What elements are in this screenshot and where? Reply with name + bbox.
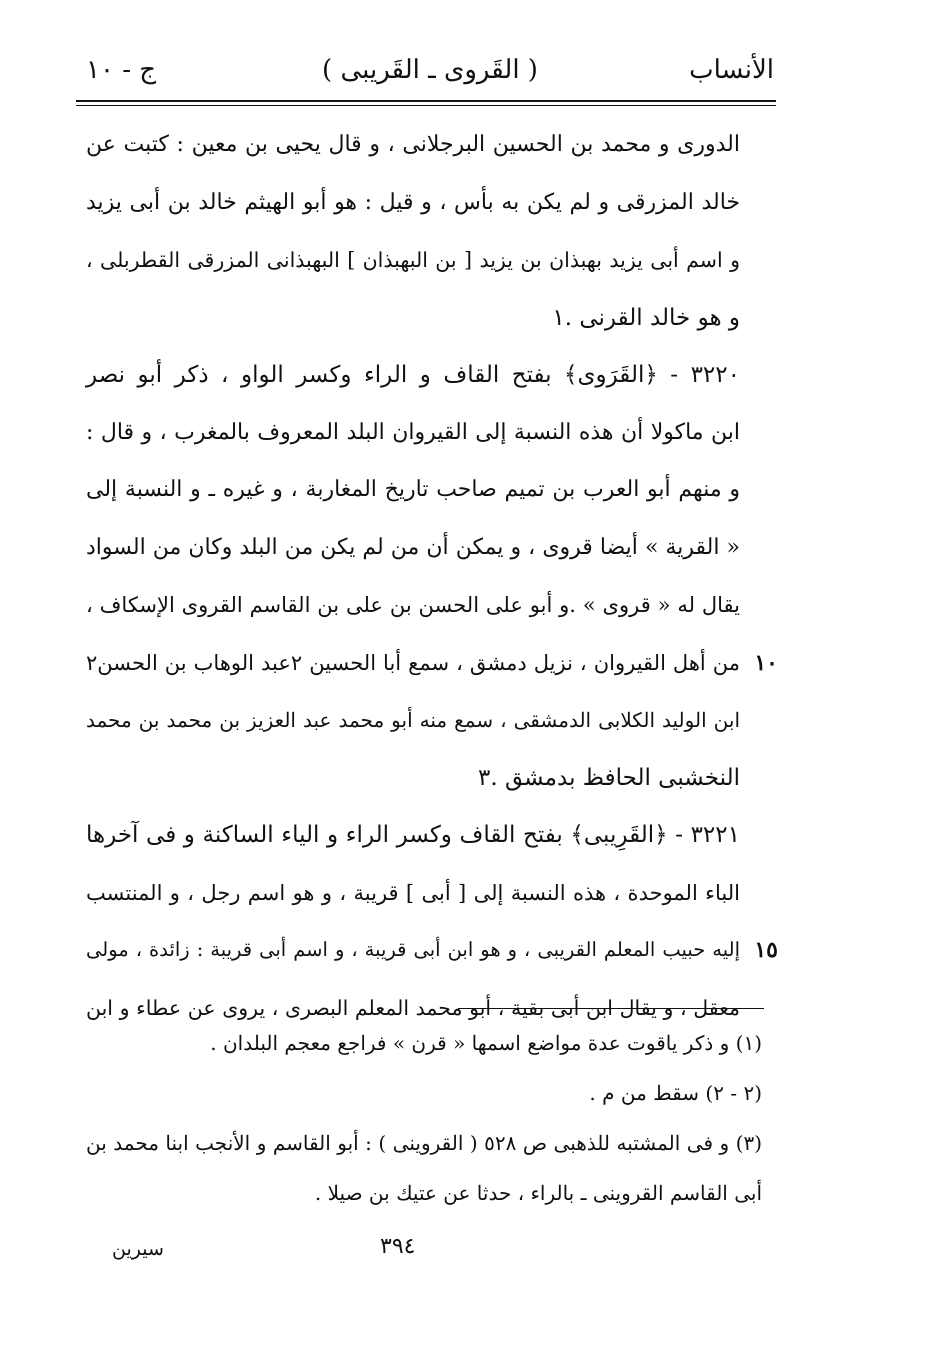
text-line <box>86 523 740 581</box>
header-section-title: ( القَروى ـ القَريبى ) <box>322 55 538 85</box>
text-line <box>86 868 740 926</box>
text-line <box>86 120 740 178</box>
text-line-content: و اسم أبى يزيد بهبذان بن يزيد [ بن البهبذان ] البهبذانى المزرقى القطربلى ، <box>86 248 740 272</box>
header-rule <box>76 100 776 102</box>
footnotes <box>86 1020 762 1220</box>
text-line-content: الباء الموحدة ، هذه النسبة إلى [ أبى ] قريبة ، و هو اسم رجل ، و المنتسب <box>86 880 740 905</box>
text-line-content: النخشبى الحافظ بدمشق .٣ <box>478 764 740 791</box>
text-line <box>86 925 778 983</box>
line-number: ١٥ <box>754 937 778 963</box>
main-text <box>86 120 778 1040</box>
text-line <box>86 695 740 753</box>
text-line-content: إليه حبيب المعلم القريبى ، و هو ابن أبى قريبة ، و اسم أبى قريبة : زائدة ، مولى <box>86 938 740 961</box>
text-line <box>86 638 778 696</box>
text-line-content: و منهم أبو العرب بن تميم صاحب تاريخ المغاربة ، و غيره ـ و النسبة إلى <box>86 477 740 502</box>
text-line <box>86 465 740 523</box>
text-line-content: « القرية » أيضا قروى ، و يمكن أن من لم يكن من البلد وكان من السواد <box>86 534 740 560</box>
text-line <box>86 753 740 811</box>
footnote-line: (٢ - ٢) سقط من م . <box>589 1081 762 1105</box>
text-line-content: ٣٢٢١ - ﴿القَرِيبى﴾ بفتح القاف وكسر الراء و الياء الساكنة و فى آخرها <box>86 822 740 848</box>
text-line <box>86 293 740 351</box>
footnote-line: (٣) و فى المشتبه للذهبى ص ٥٢٨ ( القروينى ) : أبو القاسم و الأنجب ابنا محمد بن <box>86 1131 763 1155</box>
text-line <box>86 350 740 408</box>
header-volume: ج - ١٠ <box>86 55 157 85</box>
text-line <box>86 178 740 236</box>
text-line <box>86 408 740 466</box>
footnote-separator <box>458 1008 764 1009</box>
text-line-content: ابن الوليد الكلابى الدمشقى ، سمع منه أبو محمد عبد العزيز بن محمد بن محمد <box>86 708 740 732</box>
header-book-title: الأنساب <box>689 55 774 85</box>
text-line-content: خالد المزرقى و لم يكن به بأس ، و قيل : هو أبو الهيثم خالد بن أبى يزيد <box>86 189 740 215</box>
text-line-content: يقال له « قروى » .و أبو على الحسن بن على بن القاسم القروى الإسكاف ، <box>86 593 740 617</box>
text-line <box>86 235 740 293</box>
page-number: ٣٩٤ <box>380 1234 416 1259</box>
text-line <box>86 580 740 638</box>
text-line-content: ٣٢٢٠ - ﴿القَرَوى﴾ بفتح القاف و الراء وكسر الواو ، ذكر أبو نصر <box>86 362 740 388</box>
line-number: ١٠ <box>754 649 778 676</box>
text-line-content: من أهل القيروان ، نزيل دمشق ، سمع أبا الحسين ٢عبد الوهاب بن الحسن٢ <box>86 650 740 675</box>
text-line-content: و هو خالد القرنى .١ <box>552 304 740 331</box>
footnote-line: (١) و ذكر ياقوت عدة مواضع اسمها « قرن » فراجع معجم البلدان . <box>210 1031 762 1055</box>
header-rule-thin <box>76 105 776 106</box>
footnote-line: أبى القاسم القروينى ـ بالراء ، حدثا عن عتيك بن صيلا . <box>314 1181 762 1205</box>
printer-mark: سيرين <box>112 1238 164 1260</box>
text-line-content: معقل ، و يقال ابن أبى بقية ، أبو محمد المعلم البصرى ، يروى عن عطاء و ابن <box>86 995 740 1020</box>
running-header <box>86 52 774 96</box>
text-line-content: ابن ماكولا أن هذه النسبة إلى القيروان البلد المعروف بالمغرب ، و قال : <box>86 419 740 445</box>
text-line-content: الدورى و محمد بن الحسين البرجلانى ، و قال يحيى بن معين : كتبت عن <box>86 132 740 157</box>
text-line <box>86 810 740 868</box>
